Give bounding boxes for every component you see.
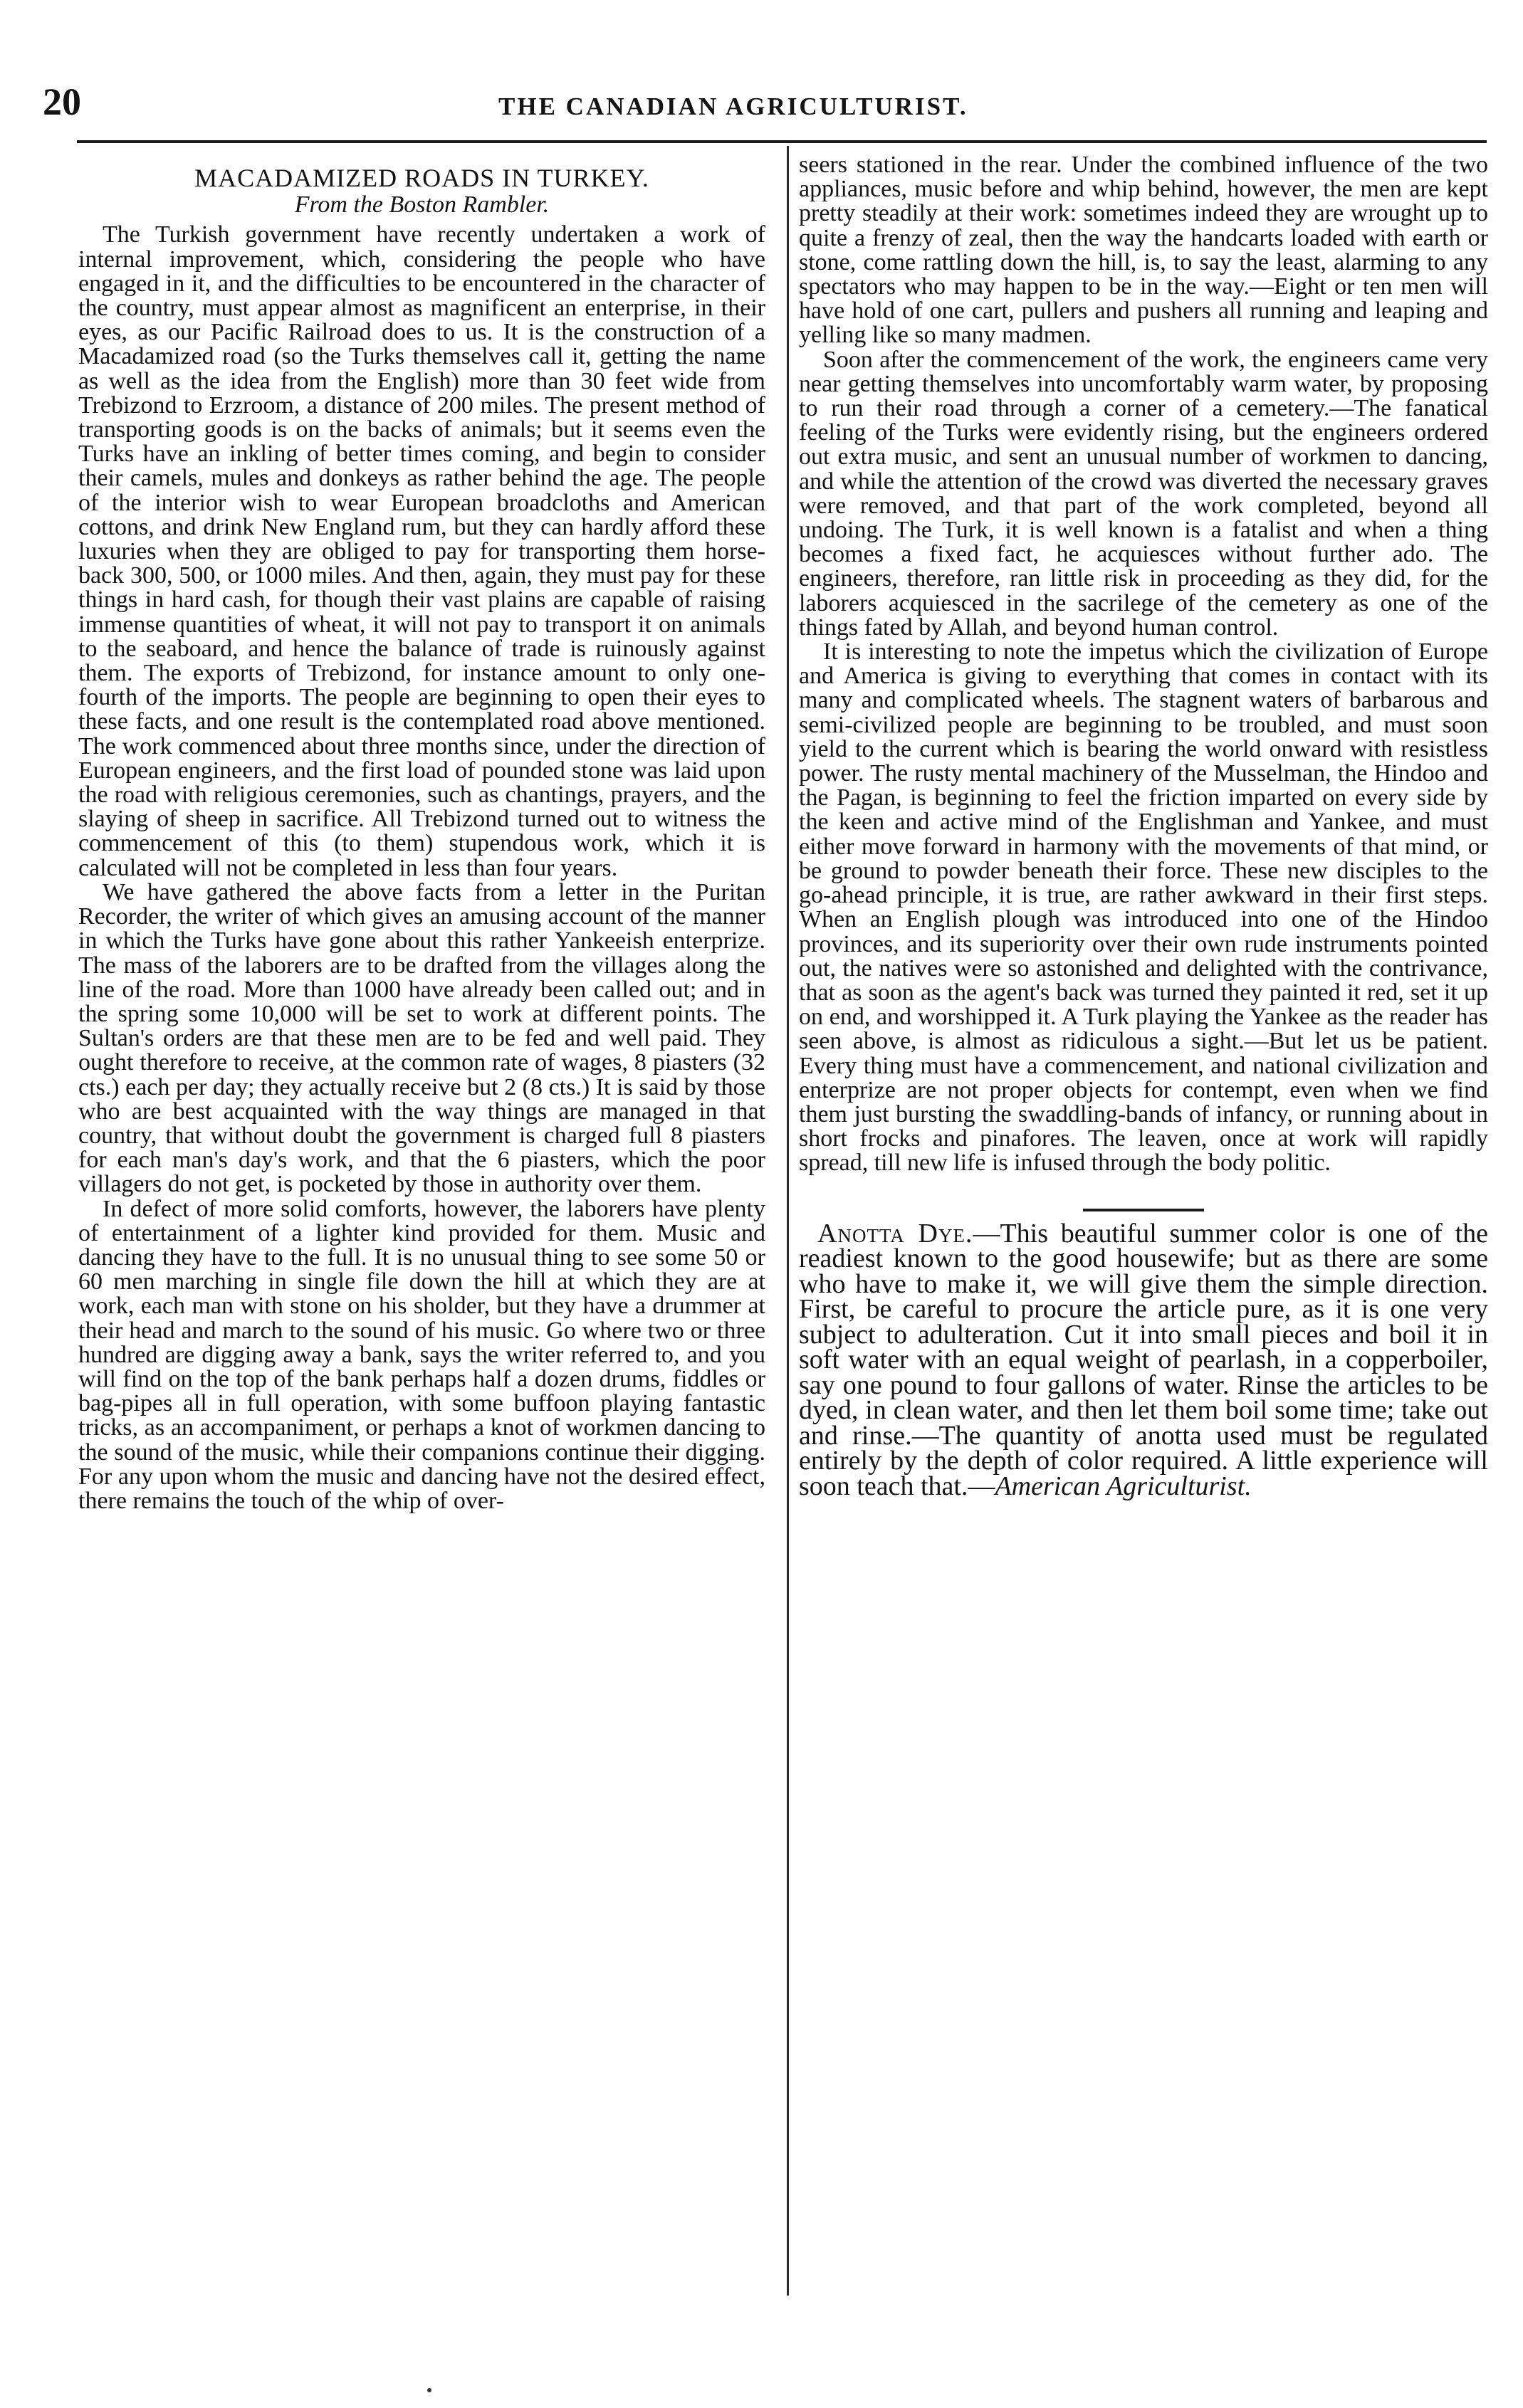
running-head: THE CANADIAN AGRICULTURIST. [498, 93, 968, 120]
anotta-lead: Anotta Dye. [817, 1218, 973, 1248]
article-paragraph: In defect of more solid comforts, however, the laborers have plenty of entertainment of a lighter kind provided for them. Music and dancing they have to the full. It is no unusual thing to see some 50 or 60 men marching in single file down the hill at which they are at work, each man with stone on his sholder, but they have a drummer at their head and march to the sound of his music. Go where two or three hundred are digging away a bank, says the writer referred to, and you will find on the top of the bank perhaps half a dozen drums, fiddles or bag-pipes all in full operation, with some buffoon playing fantastic tricks, as an accompaniment, or perhaps a knot of workmen dancing to the sound of the music, while their companions continue their digging. For any upon whom the music and dancing have not the desired effect, there remains the touch of the whip of over- [78, 1195, 765, 1514]
article-paragraph: We have gathered the above facts from a letter in the Puritan Recorder, the writer of which gives an amusing account of the manner in which the Turks have gone about this rather Yankeeish enterprize. The mass of the laborers are to be drafted from the villages along the line of the road. More than 1000 have already been called out; and in the spring some 10,000 will be set to work at different points. The Sultan's orders are that these men are to be fed and well paid. They ought therefore to receive, at the common rate of wages, 8 piasters (32 cts.) each per day; they actually receive but 2 (8 cts.) It is said by those who are best acquainted with the way things are managed in that country, that without doubt the government is charged full 8 piasters for each man's day's work, and that the 6 piasters, which the poor villagers do not get, is pocketed by those in authority over them. [78, 878, 765, 1198]
anotta-text: —This beautiful summer color is one of the readiest known to the good housewife; but as there are some who have to make it, we will give them the simple direction. First, be careful to procure the article pure, as it is one very subject to adulteration. Cut it into small pieces and boil it in soft water with an equal weight of pearlash, in a copperboiler, say one pound to four gallons of water. Rinse the articles to be dyed, in clean water, and then let them boil some time; take out and rinse.—The quantity of anotta used must be regulated entirely by the depth of color required. A little experience will soon teach that. [799, 1218, 1488, 1501]
column-divider [787, 146, 789, 2296]
article-paragraph: Soon after the commencement of the work, the engineers came very near getting themselves into uncomfortably warm water, by proposing to run their road through a corner of a cemetery.—The fanatical feeling of the Turks were evidently rising, but the engineers ordered out extra music, and sent an unusual number of workmen to dancing, and while the attention of the crowd was diverted the necessary graves were removed, and that part of the work completed, beyond all undoing. The Turk, it is well known is a fatalist and when a thing becomes a fixed fact, he acquiesces without further ado. The engineers, therefore, ran little risk in proceeding as they did, for the laborers acquiesced in the sacrilege of the cemetery as one of the things fated by Allah, and beyond human control. [799, 346, 1488, 641]
footer-dot [427, 2388, 431, 2392]
header-rule [77, 140, 1487, 143]
page-number: 20 [43, 80, 81, 123]
anotta-source: American Agriculturist. [995, 1471, 1252, 1501]
anotta-dye-article: Anotta Dye.—This beautiful summer color is one of the readiest known to the good housewife; but as there are some who have to make it, we will give them the simple direction. First, be careful to procure the article pure, as it is one very subject to adulteration. Cut it into small pieces and boil it in soft water with an equal weight of pearlash, in a copperboiler, say one pound to four gallons of water. Rinse the articles to be dyed, in clean water, and then let them boil some time; take out and rinse.—The quantity of anotta used must be regulated entirely by the depth of color required. A little experience will soon teach that.—American Agriculturist. [799, 1218, 1488, 1501]
right-column [799, 153, 1488, 1499]
article-paragraph: The Turkish government have recently undertaken a work of internal improvement, which, considering the people who have engaged in it, and the difficulties to be encountered in the character of the country, must appear almost as magnificent an enterprise, in their eyes, as our Pacific Railroad does to us. It is the construction of a Macadamized road (so the Turks themselves call it, getting the name as well as the idea from the English) more than 30 feet wide from Trebizond to Erzroom, a distance of 200 miles. The present method of transporting goods is on the backs of animals; but it seems even the Turks have an inkling of better times coming, and begin to consider their camels, mules and donkeys as rather behind the age. The people of the interior wish to wear European broadcloths and American cottons, and drink New England rum, but they can hardly afford these luxuries when they are obliged to pay for transporting them horse-back 300, 500, or 1000 miles. And then, again, they must pay for these things in hard cash, for though their vast plains are capable of raising immense quantities of wheat, it will not pay to transport it on animals to the seaboard, and hence the balance of trade is ruinously against them. The exports of Trebizond, for instance amount to only one-fourth of the imports. The people are beginning to open their eyes to these facts, and one result is the contemplated road above mentioned. The work commenced about three months since, under the direction of European engineers, and the first load of pounded stone was laid upon the road with religious ceremonies, such as chantings, prayers, and the slaying of sheep in sacrifice. All Trebizond turned out to witness the commencement of this (to them) stupendous work, which it is calculated will not be completed in less than four years. [78, 221, 765, 881]
section-rule [1083, 1209, 1204, 1211]
article-paragraph: seers stationed in the rear. Under the combined influence of the two appliances, music before and whip behind, however, the men are kept pretty steadily at their work: sometimes indeed they are wrought up to quite a frenzy of zeal, then the way the handcarts loaded with earth or stone, come rattling down the hill, is, to say the least, alarming to any spectators who may happen to be in the way.—Eight or ten men will have hold of one cart, pullers and pushers all running and leaping and yelling like so many madmen. [799, 152, 1488, 349]
article-source: From the Boston Rambler. [294, 191, 550, 219]
article-title: MACADAMIZED ROADS IN TURKEY. [194, 164, 649, 192]
article-paragraph: It is interesting to note the impetus which the civilization of Europe and America is giving to everything that comes in contact with its many and complicated wheels. The stagnent waters of barbarous and semi-civilized people are beginning to be troubled, and must soon yield to the current which is bearing the world onward with resistless power. The rusty mental machinery of the Musselman, the Hindoo and the Pagan, is beginning to feel the friction imparted on every side by the keen and active mind of the Englishman and Yankee, and must either move forward in harmony with the movements of that mind, or be ground to powder beneath their force. These new disciples to the go-ahead principle, it is true, are rather awkward in their first steps. When an English plough was introduced into one of the Hindoo provinces, and its superiority over their own rude instruments pointed out, the natives were so astonished and delighted with the contrivance, that as soon as the agent's back was turned they painted it red, set it up on end, and worshipped it. A Turk playing the Yankee as the reader has seen above, is almost as ridiculous a sight.—But let us be patient. Every thing must have a commencement, and national civilization and enterprize are not proper objects for contempt, even when we find them just bursting the swaddling-bands of infancy, or running about in short frocks and pinafores. The leaven, once at work will rapidly spread, till new life is infused through the body politic. [799, 638, 1488, 1177]
left-column [78, 153, 765, 1513]
